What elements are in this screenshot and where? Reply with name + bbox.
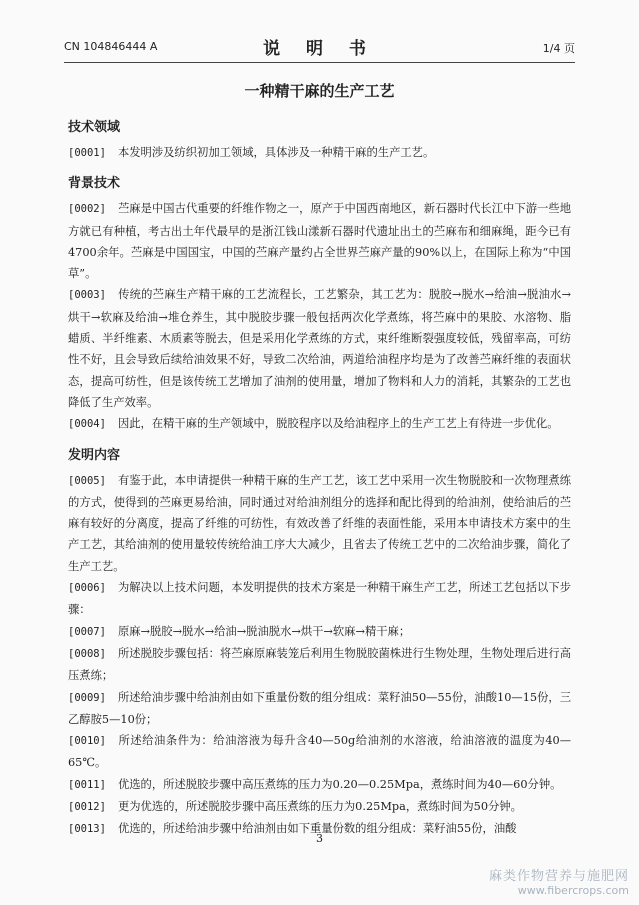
paragraph-text: 优选的，所述脱胶步骤中高压煮练的压力为0.20—0.25Mpa，煮练时间为40—60分钟。 — [117, 777, 562, 791]
paragraph-number: [0013] — [68, 823, 106, 836]
document-body — [68, 118, 571, 851]
paragraph — [68, 470, 571, 577]
paragraph — [68, 643, 571, 687]
paragraph — [68, 687, 571, 731]
paragraph — [68, 730, 571, 774]
watermark-url-text: www.fibercrops.com — [517, 884, 629, 897]
paragraph-number: [0002] — [68, 203, 106, 216]
paragraph-number: [0003] — [68, 289, 106, 302]
page-count: 1/4 页 — [542, 42, 575, 55]
paragraph-number: [0005] — [68, 474, 106, 487]
section-heading: 技术领域 — [68, 120, 121, 135]
paragraph — [68, 796, 571, 818]
section-heading: 发明内容 — [68, 447, 121, 463]
paragraph — [68, 621, 571, 643]
watermark-cn-text: 麻类作物营养与施肥网 — [488, 869, 629, 884]
paragraph-text: 因此，在精干麻的生产领域中，脱胶程序以及给油程序上的生产工艺上有待进一步优化。 — [117, 417, 559, 431]
paragraph-text: 有鉴于此，本申请提供一种精干麻的生产工艺，该工艺中采用一次生物脱胶和一次物理煮练的方式，使得到的苎麻更易给油，同时通过对给油剂组分的选择和配比得到的给油剂，使给油后的苎麻有较好的分离度，提高了纤维的可纺性，有效改善了纤维的表面性能，采用本申请技术方案中的生产工艺，其给油剂的使用量较传统给油工序大大减少，且省去了传统工艺中的二次给油步骤，简化了生产工艺。 — [68, 473, 571, 573]
paragraph — [68, 577, 571, 621]
paragraph-text: 所述脱胶步骤包括：将苎麻原麻装笼后利用生物脱胶菌株进行生物处理，生物处理后进行高压煮练； — [68, 646, 571, 683]
paragraph-number: [0001] — [68, 147, 106, 159]
paragraph-number: [0010] — [68, 735, 106, 748]
document-title: 一种精干麻的生产工艺 — [244, 82, 395, 100]
paragraph-text: 苎麻是中国古代重要的纤维作物之一，原产于中国西南地区，新石器时代长江中下游一些地方就已有种植，考古出土年代最早的是浙江钱山漾新石器时代遗址出土的苎麻布和细麻绳，距今已有4700余年。苎麻是中国国宝，中国的苎麻产量约占全世界苎麻产量的90%以上，在国际上称为“中国草”。 — [68, 202, 571, 281]
paragraph-text: 所述给油条件为：给油溶液为每升含40—50g给油剂的水溶液，给油溶液的温度为40—65℃。 — [68, 734, 571, 770]
paragraph-number: [0008] — [68, 647, 106, 660]
section-heading: 背景技术 — [68, 176, 121, 192]
paragraph-text: 更为优选的，所述脱胶步骤中高压煮练的压力为0.25Mpa，煮练时间为50分钟。 — [117, 800, 522, 814]
patent-number: CN 104846444 A — [64, 40, 158, 53]
section-summary — [68, 446, 571, 841]
paragraph — [68, 413, 571, 435]
paragraph-text: 本发明涉及纺织初加工领域，具体涉及一种精干麻的生产工艺。 — [117, 146, 435, 159]
paragraph-text: 传统的苎麻生产精干麻的工艺流程长，工艺繁杂，其工艺为：脱胶→脱水→给油→脱油水→烘干→软麻及给油→堆仓养生，其中脱胶步骤一般包括两次化学煮练，将苎麻中的果胶、水溶物、脂蜡质、半纤维素、木质素等脱去，但是采用化学煮练的方式，束纤维断裂强度较低，残留率高，可纺性不好，且会导致后续给油效果不好，导致二次给油，两道给油程序均是为了改善苎麻纤维的表面状态，提高可纺性，但是该传统工艺增加了油剂的使用量，增加了物料和人力的消耗，其繁杂的工艺也降低了生产效率。 — [68, 288, 571, 409]
paragraph — [68, 198, 571, 284]
section-background — [68, 174, 571, 435]
page-header — [64, 34, 575, 63]
paragraph-number: [0006] — [68, 582, 106, 595]
paragraph-text: 原麻→脱胶→脱水→给油→脱油脱水→烘干→软麻→精干麻； — [117, 624, 411, 638]
paragraph-number: [0004] — [68, 418, 106, 431]
section-technical-field — [68, 118, 571, 164]
paragraph-text: 所述给油步骤中给油剂由如下重量份数的组分组成：菜籽油50—55份，油酸10—15份，三乙醇胺5—10份； — [68, 690, 571, 726]
paragraph-text: 为解决以上技术问题，本发明提供的技术方案是一种精干麻生产工艺，所述工艺包括以下步骤： — [68, 581, 571, 617]
document-type: 说 明 书 — [263, 39, 376, 59]
paragraph-text: 优选的，所述给油步骤中给油剂由如下重量份数的组分组成：菜籽油55份，油酸 — [117, 822, 517, 836]
paragraph — [68, 284, 571, 413]
paragraph-number: [0012] — [68, 801, 106, 814]
paragraph-number: [0007] — [68, 625, 106, 638]
site-watermark — [489, 865, 629, 897]
page-number: 3 — [316, 832, 323, 845]
paragraph-number: [0009] — [68, 691, 106, 704]
paragraph — [68, 142, 571, 164]
paragraph — [68, 774, 571, 796]
paragraph-number: [0011] — [68, 778, 106, 791]
